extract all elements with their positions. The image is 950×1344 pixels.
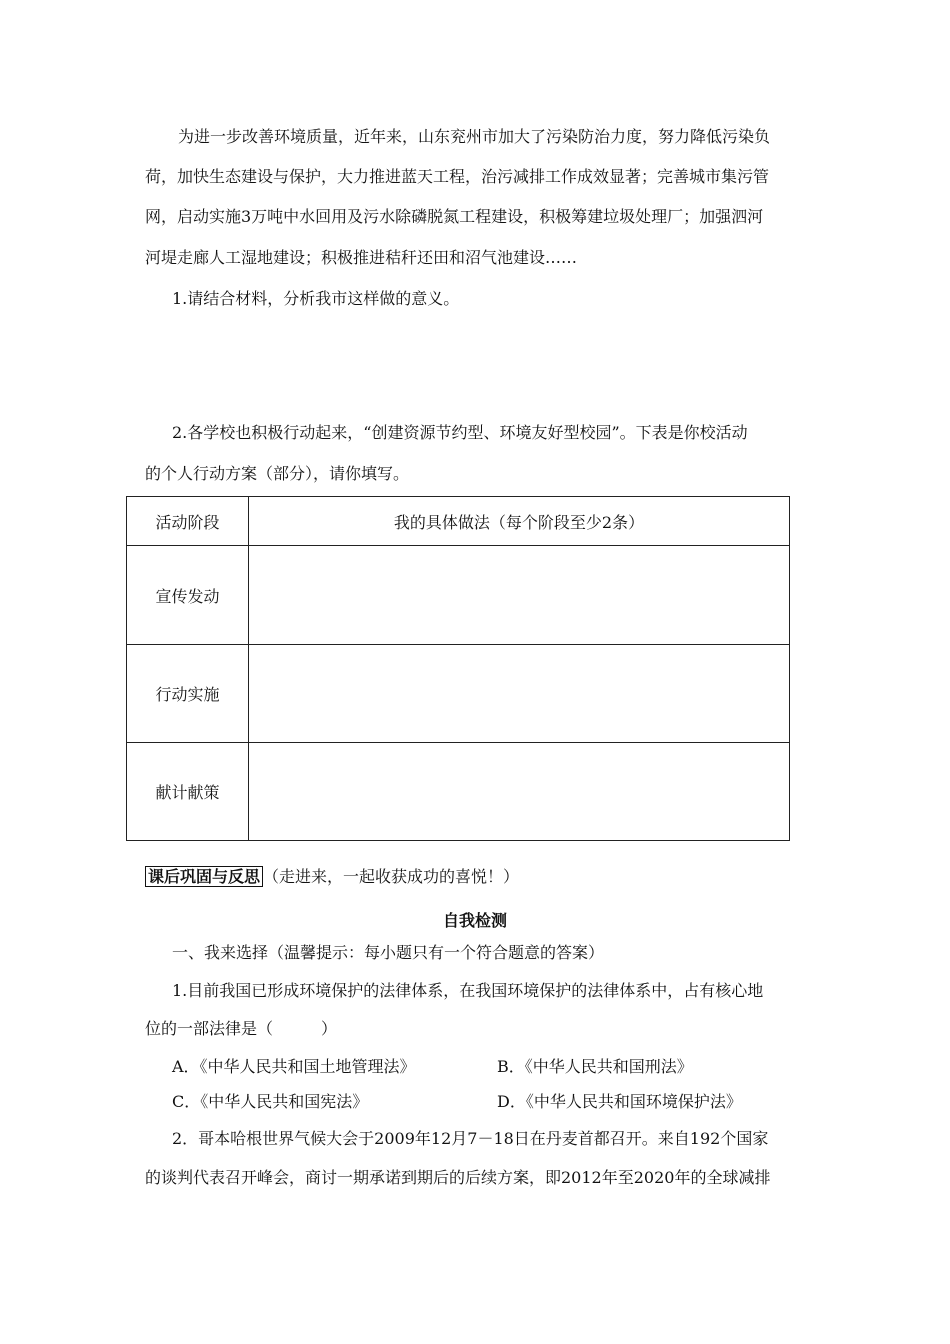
intro-line-4: 河堤走廊人工湿地建设；积极推进秸秆还田和沼气池建设…… (145, 248, 578, 267)
stage-cell: 行动实施 (127, 645, 249, 743)
mc1-line-2: 位的一部法律是（ ） (145, 1019, 338, 1038)
stage-cell: 献计献策 (127, 743, 249, 841)
mc1-line-1: 1.目前我国已形成环境保护的法律体系，在我国环境保护的法律体系中，占有核心地 (172, 981, 764, 1000)
intro-line-1: 为进一步改善环境质量，近年来，山东兖州市加大了污染防治力度，努力降低污染负 (178, 127, 771, 146)
boxed-section-title: 课后巩固与反思 (145, 866, 263, 887)
stage-cell: 宣传发动 (127, 546, 249, 645)
answer-cell[interactable] (249, 743, 790, 841)
mc1-option-b: B．《中华人民共和国刑法》 (497, 1057, 693, 1076)
part-1-heading: 一、我来选择（温馨提示：每小题只有一个符合题意的答案） (172, 943, 605, 962)
table-header-row (127, 497, 790, 546)
self-test-title: 自我检测 (442, 911, 507, 930)
question-1: 1.请结合材料，分析我市这样做的意义。 (172, 289, 460, 308)
mc2-line-2: 的谈判代表召开峰会，商讨一期承诺到期后的后续方案，即2012年至2020年的全球减排 (145, 1168, 771, 1187)
answer-cell[interactable] (249, 645, 790, 743)
header-method: 我的具体做法（每个阶段至少2条） (249, 497, 790, 546)
mc1-option-c: C．《中华人民共和国宪法》 (172, 1092, 369, 1111)
table-row (127, 645, 790, 743)
section-heading (145, 868, 519, 886)
intro-line-2: 荷，加快生态建设与保护，大力推进蓝天工程，治污减排工作成效显著；完善城市集污管 (145, 167, 770, 186)
header-stage: 活动阶段 (127, 497, 249, 546)
question-2-line-2: 的个人行动方案（部分），请你填写。 (145, 464, 410, 483)
mc2-line-1: 2．哥本哈根世界气候大会于2009年12月7－18日在丹麦首都召开。来自192个国家 (172, 1129, 769, 1148)
table-row (127, 743, 790, 841)
intro-line-3: 网，启动实施3万吨中水回用及污水除磷脱氮工程建设，积极筹建垃圾处理厂；加强泗河 (145, 207, 764, 226)
answer-cell[interactable] (249, 546, 790, 645)
mc1-option-a: A．《中华人民共和国土地管理法》 (172, 1057, 416, 1076)
mc1-option-d: D．《中华人民共和国环境保护法》 (497, 1092, 742, 1111)
activity-plan-table (126, 496, 790, 841)
table-row (127, 546, 790, 645)
question-2-line-1: 2.各学校也积极行动起来，“创建资源节约型、环境友好型校园”。下表是你校活动 (172, 423, 748, 442)
section-subtitle: （走进来，一起收获成功的喜悦！） (263, 867, 520, 886)
